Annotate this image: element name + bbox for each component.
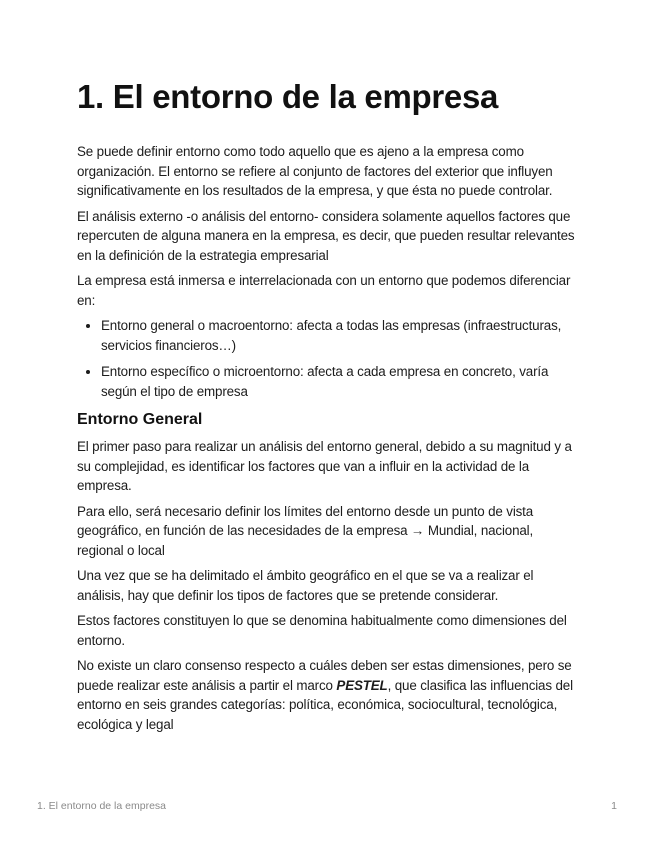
section-paragraph-2: Para ello, será necesario definir los límites del entorno desde un punto de vista geográfico, en función de las necesidades de la empresa → Mundial, nacional, regional o local — [77, 503, 534, 558]
section-paragraph-5 — [77, 656, 577, 734]
pestel-emphasis: PESTEL — [336, 677, 388, 693]
section-paragraph-1: El primer paso para realizar un análisis del entorno general, debido a su magnitud y a su complejidad, es identificar los factores que van a influir en la actividad de la empresa. — [77, 439, 572, 493]
intro-paragraph-1: Se puede definir entorno como todo aquello que es ajeno a la empresa como organización. El entorno se refiere al conjunto de factores del exterior que influyen significativamente en los resultados de la empresa, y que ésta no puede controlar. — [77, 144, 553, 198]
intro-paragraph-3: La empresa está inmersa e interrelacionada con un entorno que podemos diferenciar en: — [77, 273, 571, 308]
section-heading: Entorno General — [77, 411, 203, 428]
page-footer — [37, 800, 617, 812]
intro-paragraph-2: El análisis externo -o análisis del entorno- considera solamente aquellos factores que repercuten de alguna manera en la empresa, es decir, que pueden resultar relevantes en la definición de la estrategia empresarial — [77, 208, 575, 263]
footer-title: 1. El entorno de la empresa — [37, 800, 166, 812]
paragraph-text: , que clasifica las influencias del entorno en seis grandes categorías: política, económica, sociocultural, tecnológica, ecológica y legal — [77, 677, 573, 732]
section-paragraph-3: Una vez que se ha delimitado el ámbito geográfico en el que se va a realizar el análisis, hay que definir los tipos de factores que se pretende considerar. — [77, 568, 534, 603]
section-paragraph-4: Estos factores constituyen lo que se denomina habitualmente como dimensiones del entorno. — [77, 613, 567, 648]
paragraph-text: No existe un claro consenso respecto a cuáles deben ser estas dimensiones, pero se puede realizar este análisis a partir el marco — [77, 658, 572, 693]
list-item: • Entorno general o macroentorno: afecta a todas las empresas (infraestructuras, servicios financieros…) — [101, 316, 577, 355]
page-title: 1. El entorno de la empresa — [77, 78, 499, 115]
document-page — [77, 74, 577, 740]
environment-types-list — [77, 316, 577, 401]
page-number: 1 — [611, 800, 617, 812]
list-item: • Entorno específico o microentorno: afecta a cada empresa en concreto, varía según el tipo de empresa — [101, 362, 577, 401]
